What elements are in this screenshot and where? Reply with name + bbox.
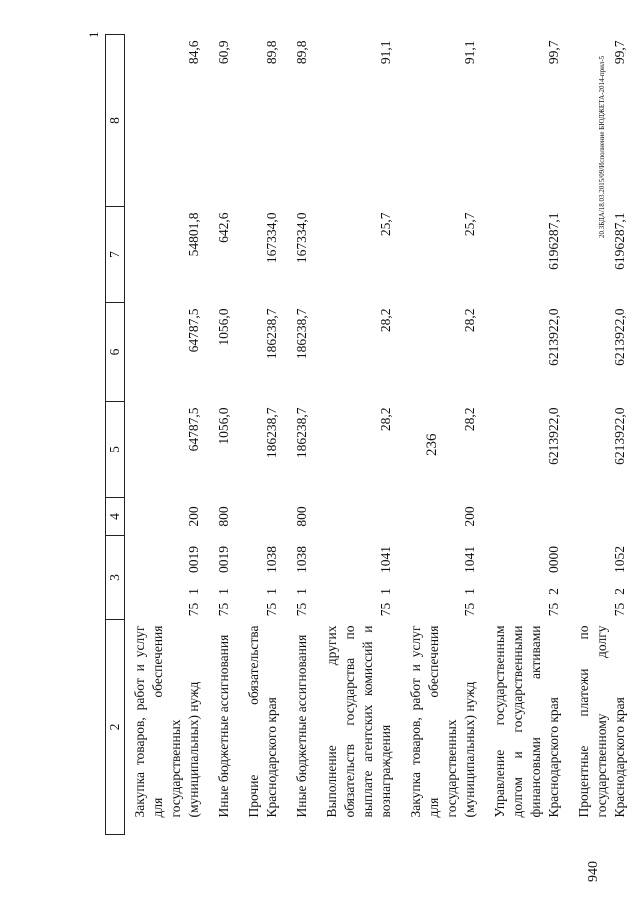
row-ved-code: 75 [546,602,561,617]
row-name: Выполнение других обязательств государства по выплате агентских комиссий и вознаграждения [324,625,393,818]
row-section-code: 1 [294,588,309,595]
file-note: 20.ЗБДА/18.03.2015/09/Исполнение БЮДЖЕТА-2014-прил-5 [598,55,606,238]
row-name: Управление государственным долгом и государственными финансовыми активами Краснодарского края [492,625,561,818]
row-plan-amount: 186238,7 [294,407,309,459]
row-executed-amount: 642,6 [216,212,231,243]
row-expense-type: 200 [186,506,201,527]
row-executed-amount: 25,7 [378,212,393,237]
row-execution-percent: 99,7 [546,40,561,65]
row-ved-code: 75 [462,602,477,617]
row-target-code: 0000 [546,546,561,573]
header-col-8: 8 [106,34,125,206]
row-approved-amount: 64787,5 [186,308,201,353]
row-section-code: 2 [612,588,627,595]
row-ved-code: 75 [612,602,627,617]
row-section-code: 1 [216,588,231,595]
row-executed-amount: 6196287,1 [546,212,561,270]
row-execution-percent: 60,9 [216,40,231,65]
page-number: 236 [424,433,440,456]
row-approved-amount: 6213922,0 [612,308,627,366]
row-execution-percent: 91,1 [378,40,393,65]
header-col-4: 4 [106,497,125,535]
row-execution-percent: 84,6 [186,40,201,65]
table-row [317,34,401,834]
header-col-3: 3 [106,535,125,619]
row-name: Закупка товаров, работ и услуг для обеспечения государственных (муниципальных) нужд [408,625,477,818]
row-execution-percent: 89,8 [294,40,309,65]
row-executed-amount: 167334,0 [294,212,309,264]
row-blank-cell [317,821,401,835]
table-row [401,34,485,834]
row-executed-amount: 6196287,1 [612,212,627,270]
row-approved-amount: 186238,7 [294,308,309,360]
row-expense-type [317,497,401,535]
row-target-code: 1041 [462,546,477,573]
row-target-code: 0019 [216,546,231,573]
table-header [106,34,125,834]
row-approved-amount: 186238,7 [264,308,279,360]
table-body [125,34,636,834]
row-section-code: 2 [546,588,561,595]
row-blank-cell [209,821,239,835]
row-blank-cell [401,821,485,835]
row-approved-amount: 28,2 [378,308,393,333]
row-plan-amount: 186238,7 [264,407,279,459]
row-ved-code: 75 [294,602,309,617]
row-name: Иные бюджетные ассигнования [216,634,231,818]
bottom-page-number: 940 [586,861,601,882]
header-col-1: 1 [86,31,101,38]
row-expense-type: 800 [216,506,231,527]
header-col-7: 7 [106,206,125,302]
row-expense-type: 800 [294,506,309,527]
row-execution-percent: 91,1 [462,40,477,65]
row-target-code: 0019 [186,546,201,573]
row-approved-amount: 6213922,0 [546,308,561,366]
row-ved-code: 75 [264,602,279,617]
row-blank-cell [569,821,635,835]
table-row [239,34,287,834]
row-name: Закупка товаров, работ и услуг для обеспечения государственных (муниципальных) нужд [132,625,201,818]
row-plan-amount: 6213922,0 [546,407,561,465]
row-execution-percent: 99,7 [612,40,627,65]
row-plan-amount: 6213922,0 [612,407,627,465]
row-plan-amount: 64787,5 [186,407,201,452]
row-blank-cell [239,821,287,835]
table-row [485,34,569,834]
row-plan-amount: 1056,0 [216,407,231,445]
row-blank-cell [125,821,210,835]
row-plan-amount: 28,2 [462,407,477,432]
row-execution-percent: 89,8 [264,40,279,65]
row-target-code: 1038 [264,546,279,573]
row-target-code: 1038 [294,546,309,573]
row-approved-amount: 1056,0 [216,308,231,346]
row-section-code: 1 [378,588,393,595]
row-ved-code: 75 [216,602,231,617]
row-expense-type [569,497,635,535]
row-section-code: 1 [264,588,279,595]
row-target-code: 1052 [612,546,627,573]
row-approved-amount: 28,2 [462,308,477,333]
header-col-6: 6 [106,302,125,401]
row-executed-amount: 54801,8 [186,212,201,257]
budget-table [105,34,635,835]
row-blank-cell [287,821,317,835]
row-executed-amount: 25,7 [462,212,477,237]
row-ved-code: 75 [378,602,393,617]
row-blank-cell [485,821,569,835]
row-name: Прочие обязательства Краснодарского края [246,625,279,818]
table-row [287,34,317,834]
row-name: Иные бюджетные ассигнования [294,634,309,818]
row-expense-type [485,497,569,535]
row-expense-type [239,497,287,535]
row-target-code: 1041 [378,546,393,573]
row-name: Процентные платежи по государственному долгу Краснодарского края [576,625,627,818]
header-col-5: 5 [106,401,125,497]
row-executed-amount: 167334,0 [264,212,279,264]
header-col-1-2: 2 [106,620,125,835]
table-row [209,34,239,834]
table-row [125,34,210,834]
row-section-code: 1 [186,588,201,595]
row-section-code: 1 [462,588,477,595]
row-plan-amount: 28,2 [378,407,393,432]
row-ved-code: 75 [186,602,201,617]
row-expense-type: 200 [462,506,477,527]
